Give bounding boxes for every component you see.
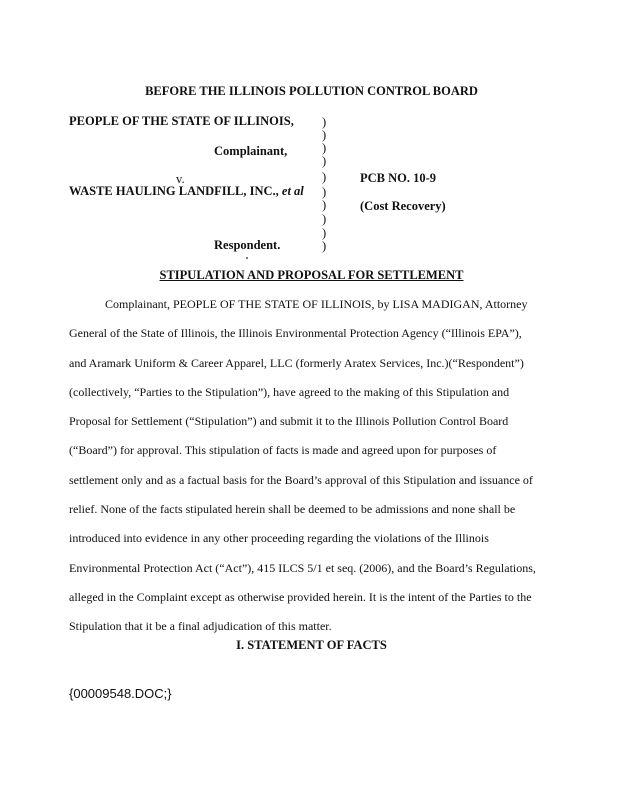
complainant-name: PEOPLE OF THE STATE OF ILLINOIS, xyxy=(69,114,294,128)
paragraph-line: and Aramark Uniform & Career Apparel, LLC (formerly Aratex Services, Inc.)(“Respondent”) xyxy=(69,355,524,370)
caption-paren: ) xyxy=(322,154,327,168)
versus-label: v. xyxy=(176,172,185,186)
respondent-role: Respondent. xyxy=(214,238,281,252)
paragraph-line: (“Board”) for approval. This stipulation of facts is made and agreed upon for purposes of xyxy=(69,443,497,458)
caption-paren: ) xyxy=(322,170,327,184)
respondent-name xyxy=(69,184,304,199)
case-type: (Cost Recovery) xyxy=(360,199,446,213)
caption-paren: ) xyxy=(322,226,327,240)
board-title: BEFORE THE ILLINOIS POLLUTION CONTROL BOARD xyxy=(145,84,478,98)
paragraph-line: settlement only and as a factual basis for the Board’s approval of this Stipulation and issuance of xyxy=(69,472,533,487)
paragraph-line: introduced into evidence in any other proceeding regarding the violations of the Illinois xyxy=(69,531,489,546)
paragraph-line: General of the State of Illinois, the Illinois Environmental Protection Agency (“Illinois EPA”), xyxy=(69,326,522,341)
caption-paren: ) xyxy=(322,198,327,212)
section-heading: I. STATEMENT OF FACTS xyxy=(236,638,387,652)
paragraph-line: (collectively, “Parties to the Stipulation”), have agreed to the making of this Stipulation and xyxy=(69,384,510,399)
paragraph-line: Complainant, PEOPLE OF THE STATE OF ILLINOIS, by LISA MADIGAN, Attorney xyxy=(105,297,528,311)
document-footer-id: {00009548.DOC;} xyxy=(69,686,172,701)
caption-paren: ) xyxy=(322,141,327,155)
respondent-name-suffix: et al xyxy=(281,184,304,198)
paragraph-line: Environmental Protection Act (“Act”), 415 ILCS 5/1 et seq. (2006), and the Board’s Regulations, xyxy=(69,560,536,575)
document-title: STIPULATION AND PROPOSAL FOR SETTLEMENT xyxy=(159,268,464,282)
caption-paren: ) xyxy=(322,239,327,253)
caption-paren: ) xyxy=(322,185,327,199)
paragraph-line: relief. None of the facts stipulated herein shall be deemed to be admissions and none shall be xyxy=(69,502,516,517)
stipulation-paragraph xyxy=(69,290,549,642)
paragraph-line: alleged in the Complaint except as otherwise provided herein. It is the intent of the Parties to the xyxy=(69,589,532,604)
case-number: PCB NO. 10-9 xyxy=(360,171,437,185)
caption-paren: ) xyxy=(322,128,327,142)
paragraph-line: Stipulation that it be a final adjudication of this matter. xyxy=(69,619,332,634)
speck xyxy=(246,257,248,259)
respondent-name-prefix: WASTE HAULING LANDFILL, INC., xyxy=(69,184,279,198)
paragraph-line: Proposal for Settlement (“Stipulation”) and submit it to the Illinois Pollution Control Board xyxy=(69,414,509,429)
complainant-role: Complainant, xyxy=(214,144,288,158)
caption-paren: ) xyxy=(322,115,327,129)
caption-paren: ) xyxy=(322,212,327,226)
